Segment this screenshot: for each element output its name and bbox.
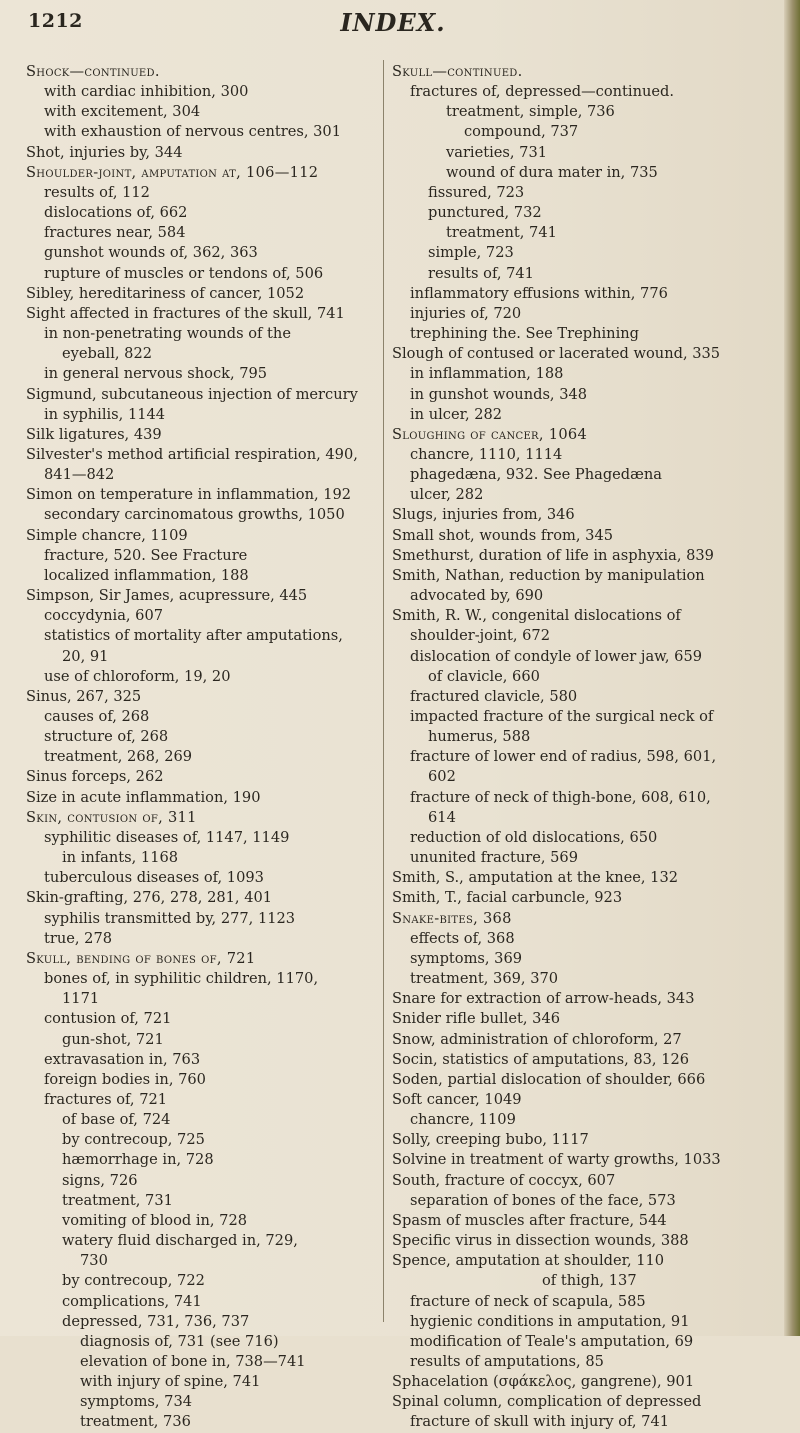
index-entry: effects of, 368 [410,929,515,947]
index-entry: gun-shot, 721 [62,1030,164,1048]
index-entry: Spinal column, complication of depressed [392,1393,702,1411]
index-entry: eyeball, 822 [62,345,153,363]
index-entry: Smith, T., facial carbuncle, 923 [392,889,623,907]
index-entry: causes of, 268 [44,708,150,725]
index-entry: use of chloroform, 19, 20 [44,667,231,685]
index-entry: Silvester's method artificial respiration, 490, [26,445,358,463]
index-entry: trephining the. See Trephining [410,325,639,343]
index-entry: Solvine in treatment of warty growths, 1033 [392,1151,721,1169]
index-entry: reduction of old dislocations, 650 [410,828,658,846]
index-entry: Simpson, Sir James, acupressure, 445 [26,587,308,605]
page-number: 1212 [28,10,83,32]
index-entry: fracture of neck of scapula, 585 [410,1292,646,1310]
index-entry: Skin-grafting, 276, 278, 281, 401 [26,889,273,907]
index-entry: South, fracture of coccyx, 607 [392,1171,616,1189]
index-entry: fissured, 723 [428,183,525,201]
index-entry: in non-penetrating wounds of the [44,325,291,343]
index-entry: dislocations of, 662 [44,204,188,222]
index-entry: impacted fracture of the surgical neck of [410,708,714,725]
index-entry: vomiting of blood in, 728 [62,1211,248,1229]
index-entry: contusion of, 721 [44,1010,172,1028]
index-entry: treatment, simple, 736 [446,103,615,121]
index-entry: 20, 91 [62,647,109,665]
index-entry: Socin, statistics of amputations, 83, 126 [392,1050,690,1068]
index-entry: Simon on temperature in inflammation, 192 [26,486,352,504]
index-entry: Sinus forceps, 262 [26,768,164,786]
index-entry: with excitement, 304 [44,103,201,121]
index-entry: Sigmund, subcutaneous injection of mercury [26,385,358,403]
index-entry: separation of bones of the face, 573 [410,1191,676,1209]
index-entry: Slugs, injuries from, 346 [392,506,575,524]
index-entry: ulcer, 282 [410,486,484,504]
page-header [28,8,758,44]
column-divider [383,60,384,1322]
index-entry: of base of, 724 [62,1111,171,1129]
index-entry: Sight affected in fractures of the skull, 741 [26,304,345,322]
index-entry: Smethurst, duration of life in asphyxia, 839 [392,546,714,564]
index-entry: hygienic conditions in amputation, 91 [410,1312,690,1330]
index-entry: syphilis transmitted by, 277, 1123 [44,909,296,927]
index-entry: Snare for extraction of arrow-heads, 343 [392,990,695,1008]
index-entry: treatment, 268, 269 [44,748,193,766]
index-entry: rupture of muscles or tendons of, 506 [44,264,324,282]
index-entry: symptoms, 369 [410,949,523,967]
index-entry: fractured clavicle, 580 [410,687,578,705]
index-entry: phagedæna, 932. See Phagedæna [410,466,662,484]
page-edge [784,0,800,1336]
index-entry: in infants, 1168 [62,849,179,867]
index-entry: Skull, bending of bones of, 721 [26,949,256,967]
index-entry: in ulcer, 282 [410,405,503,423]
index-entry: in gunshot wounds, 348 [410,385,588,403]
index-entry: results of, 112 [44,183,150,201]
index-entry: by contrecoup, 722 [62,1272,205,1290]
index-entry: varieties, 731 [446,143,548,161]
index-entry: fractures of, 721 [44,1090,168,1108]
index-column-left [26,62,376,1433]
index-entry: Sloughing of cancer, 1064 [392,425,588,443]
index-entry: foreign bodies in, 760 [44,1070,206,1088]
index-entry: signs, 726 [62,1171,138,1189]
index-entry: in general nervous shock, 795 [44,365,268,383]
index-entry: 602 [428,768,456,786]
index-entry: Soft cancer, 1049 [392,1090,522,1108]
index-entry: Small shot, wounds from, 345 [392,526,614,544]
index-entry: Spence, amputation at shoulder, 110 [392,1252,665,1270]
index-entry: results of amputations, 85 [410,1353,604,1370]
index-entry: shoulder-joint, 672 [410,627,551,645]
index-entry: punctured, 732 [428,204,542,222]
index-entry: Skin, contusion of, 311 [26,808,197,826]
index-entry: with cardiac inhibition, 300 [44,83,249,101]
index-entry: diagnosis of, 731 (see 716) [80,1332,279,1350]
running-title: INDEX. [340,8,446,37]
index-entry: 730 [80,1252,108,1270]
index-entry: depressed, 731, 736, 737 [62,1312,250,1330]
index-entry: hæmorrhage in, 728 [62,1151,214,1169]
index-entry: gunshot wounds of, 362, 363 [44,244,258,262]
index-entry: humerus, 588 [428,728,531,746]
index-entry: chancre, 1109 [410,1111,516,1129]
index-entry: secondary carcinomatous growths, 1050 [44,506,345,524]
index-entry: of thigh, 137 [542,1272,637,1290]
index-entry: Smith, R. W., congenital dislocations of [392,607,681,625]
index-entry: Size in acute inflammation, 190 [26,788,261,806]
index-entry: Smith, S., amputation at the knee, 132 [392,869,679,887]
index-entry: inflammatory effusions within, 776 [410,284,668,302]
index-entry: Shock—continued. [26,63,160,80]
index-entry: Shot, injuries by, 344 [26,143,183,161]
index-entry: Snake-bites, 368 [392,909,512,927]
index-entry: fractures near, 584 [44,224,186,242]
index-entry: dislocation of condyle of lower jaw, 659 [410,647,703,665]
index-entry: fracture of lower end of radius, 598, 601, [410,748,717,766]
index-entry: fracture of skull with injury of, 741 [410,1413,670,1431]
index-entry: Skull—continued. [392,63,523,80]
index-entry: treatment, 736 [80,1413,191,1431]
index-entry: in syphilis, 1144 [44,405,166,423]
index-entry: with injury of spine, 741 [80,1373,261,1391]
index-entry: statistics of mortality after amputations, [44,627,343,645]
index-entry: with exhaustion of nervous centres, 301 [44,123,341,141]
index-entry: injuries of, 720 [410,304,522,322]
index-entry: treatment, 731 [62,1191,173,1209]
index-entry: Shoulder-joint, amputation at, 106—112 [26,163,319,181]
index-entry: Sinus, 267, 325 [26,687,142,705]
index-entry: results of, 741 [428,264,534,282]
index-entry: extravasation in, 763 [44,1050,201,1068]
index-entry: modification of Teale's amputation, 69 [410,1332,694,1350]
index-entry: symptoms, 734 [80,1393,193,1411]
index-entry: chancre, 1110, 1114 [410,445,563,463]
index-entry: Slough of contused or lacerated wound, 335 [392,345,721,363]
index-column-right [392,62,772,1433]
index-entry: Solly, creeping bubo, 1117 [392,1131,589,1149]
index-entry: fracture, 520. See Fracture [44,546,248,564]
index-entry: Smith, Nathan, reduction by manipulation [392,566,705,584]
index-entry: 614 [428,808,456,826]
index-entry: complications, 741 [62,1292,202,1310]
index-entry: ununited fracture, 569 [410,849,579,867]
index-entry: of clavicle, 660 [428,667,540,685]
index-entry: Spasm of muscles after fracture, 544 [392,1211,667,1229]
index-entry: treatment, 369, 370 [410,970,559,988]
index-entry: fractures of, depressed—continued. [410,83,674,101]
index-entry: structure of, 268 [44,728,169,746]
index-entry: by contrecoup, 725 [62,1131,205,1149]
index-entry: in inflammation, 188 [410,365,564,383]
index-entry: Snider rifle bullet, 346 [392,1010,561,1028]
index-entry: Soden, partial dislocation of shoulder, 666 [392,1070,706,1088]
index-entry: 841—842 [44,466,115,484]
index-entry: localized inflammation, 188 [44,566,249,584]
index-entry: Specific virus in dissection wounds, 388 [392,1232,689,1250]
index-entry: advocated by, 690 [410,587,544,605]
index-entry: syphilitic diseases of, 1147, 1149 [44,828,290,846]
index-entry: elevation of bone in, 738—741 [80,1353,306,1370]
index-entry: watery fluid discharged in, 729, [62,1232,298,1250]
index-entry: Simple chancre, 1109 [26,526,188,544]
index-entry: Sphacelation (σφάκελος, gangrene), 901 [392,1373,695,1391]
index-entry: wound of dura mater in, 735 [446,163,658,181]
index-entry: coccydynia, 607 [44,607,164,625]
index-entry: simple, 723 [428,244,514,262]
index-entry: Snow, administration of chloroform, 27 [392,1030,682,1048]
index-entry: treatment, 741 [446,224,557,242]
index-entry: tuberculous diseases of, 1093 [44,869,264,887]
index-entry: true, 278 [44,929,113,947]
index-entry: fracture of neck of thigh-bone, 608, 610, [410,788,711,806]
index-entry: bones of, in syphilitic children, 1170, [44,970,319,988]
index-entry: 1171 [62,990,100,1008]
index-entry: Sibley, hereditariness of cancer, 1052 [26,284,305,302]
index-entry: Silk ligatures, 439 [26,425,162,443]
index-entry: compound, 737 [464,123,579,141]
